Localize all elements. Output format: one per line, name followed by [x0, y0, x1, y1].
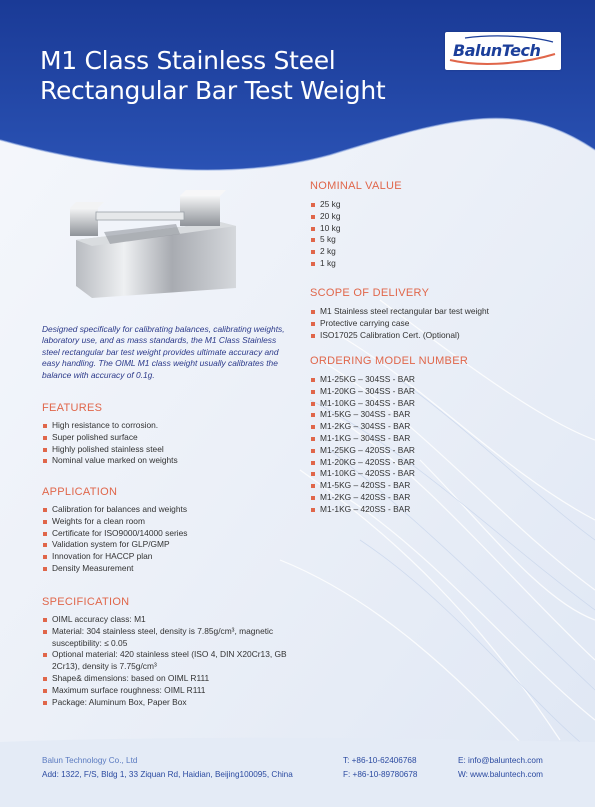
company-address: Add: 1322, F/S, Bldg 1, 33 Ziquan Rd, Haidian, Beijing100095, China: [42, 770, 293, 779]
list-item: 25 kg: [310, 199, 510, 211]
company-logo: [445, 32, 561, 70]
list-item: Certificate for ISO9000/14000 series: [42, 528, 292, 540]
list-item: Material: 304 stainless steel, density is 7.85g/cm³, magnetic susceptibility: ≤ 0.05: [42, 626, 304, 650]
list-item: M1-20KG – 420SS - BAR: [310, 457, 510, 469]
list-item: M1-2KG – 304SS - BAR: [310, 421, 510, 433]
telephone: T: +86-10-62406768: [343, 756, 417, 765]
application-heading: APPLICATION: [42, 486, 118, 498]
title-line-2: Rectangular Bar Test Weight: [40, 76, 386, 105]
list-item: Highly polished stainless steel: [42, 444, 292, 456]
list-item: 5 kg: [310, 234, 510, 246]
list-item: Optional material: 420 stainless steel (ISO 4, DIN X20Cr13, GB 2Cr13), density is 7.75g/cm³: [42, 649, 304, 673]
page-footer: [0, 742, 595, 807]
list-item: Shape& dimensions: based on OIML R111: [42, 673, 304, 685]
list-item: 20 kg: [310, 211, 510, 223]
scope-of-delivery-list: [310, 306, 550, 341]
intro-paragraph: Designed specifically for calibrating balances, calibrating weights, laboratory use, and as mass standards, the M1 Class Stainless steel rectangular bar test weight provides ultimate accuracy and easy handling. The OIML M1 class weight usually calibrates the balance with accuracy of 0.1g.: [42, 324, 285, 380]
list-item: Validation system for GLP/GMP: [42, 539, 292, 551]
email-link[interactable]: E: info@baluntech.com: [458, 756, 543, 765]
list-item: M1-1KG – 304SS - BAR: [310, 433, 510, 445]
list-item: OIML accuracy class: M1: [42, 614, 304, 626]
specification-list: [42, 614, 304, 708]
list-item: M1-10KG – 304SS - BAR: [310, 398, 510, 410]
product-image: [60, 188, 240, 298]
list-item: ISO17025 Calibration Cert. (Optional): [310, 330, 550, 342]
features-list: [42, 420, 292, 467]
list-item: M1-2KG – 420SS - BAR: [310, 492, 510, 504]
list-item: Innovation for HACCP plan: [42, 551, 292, 563]
page-title: [40, 46, 385, 106]
list-item: M1-10KG – 420SS - BAR: [310, 468, 510, 480]
features-heading: FEATURES: [42, 402, 103, 414]
list-item: Super polished surface: [42, 432, 292, 444]
website-link[interactable]: W: www.baluntech.com: [458, 770, 543, 779]
title-line-1: M1 Class Stainless Steel: [40, 46, 336, 75]
list-item: M1-25KG – 420SS - BAR: [310, 445, 510, 457]
fax: F: +86-10-89780678: [343, 770, 418, 779]
list-item: 2 kg: [310, 246, 510, 258]
list-item: 10 kg: [310, 223, 510, 235]
list-item: M1-25KG – 304SS - BAR: [310, 374, 510, 386]
application-list: [42, 504, 292, 575]
list-item: M1 Stainless steel rectangular bar test weight: [310, 306, 550, 318]
list-item: High resistance to corrosion.: [42, 420, 292, 432]
list-item: Protective carrying case: [310, 318, 550, 330]
list-item: Density Measurement: [42, 563, 292, 575]
logo-text: BalunTech: [453, 41, 541, 60]
company-name: Balun Technology Co., Ltd: [42, 756, 138, 765]
scope-of-delivery-heading: SCOPE OF DELIVERY: [310, 287, 430, 299]
nominal-value-heading: NOMINAL VALUE: [310, 180, 402, 192]
list-item: Package: Aluminum Box, Paper Box: [42, 697, 304, 709]
list-item: Nominal value marked on weights: [42, 455, 292, 467]
ordering-model-heading: ORDERING MODEL NUMBER: [310, 355, 469, 367]
list-item: M1-1KG – 420SS - BAR: [310, 504, 510, 516]
list-item: Calibration for balances and weights: [42, 504, 292, 516]
ordering-model-list: [310, 374, 510, 516]
list-item: Maximum surface roughness: OIML R111: [42, 685, 304, 697]
specification-heading: SPECIFICATION: [42, 596, 130, 608]
list-item: M1-5KG – 420SS - BAR: [310, 480, 510, 492]
list-item: M1-5KG – 304SS - BAR: [310, 409, 510, 421]
list-item: 1 kg: [310, 258, 510, 270]
list-item: M1-20KG – 304SS - BAR: [310, 386, 510, 398]
list-item: Weights for a clean room: [42, 516, 292, 528]
nominal-value-list: [310, 199, 510, 270]
